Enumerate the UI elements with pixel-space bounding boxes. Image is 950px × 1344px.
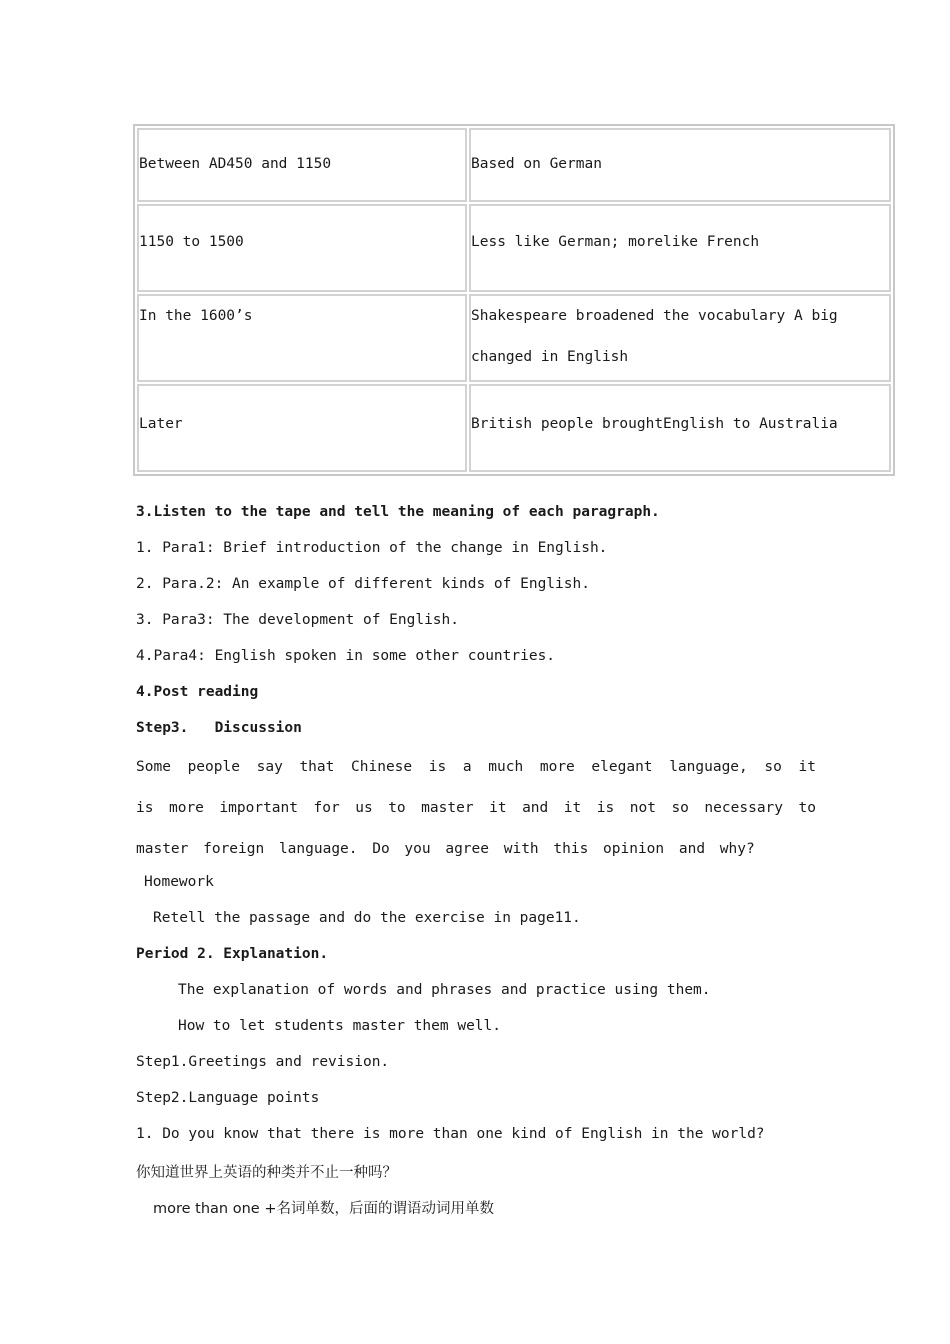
table-row (137, 128, 891, 202)
aim-text: How to let students master them well. (178, 1018, 502, 1034)
table-cell-description: Based on German (469, 128, 891, 202)
language-point-translation: 你知道世界上英语的种类并不止一种吗？ (136, 1165, 397, 1181)
period2-heading: Period 2. Explanation. (136, 946, 329, 962)
step1-text: Step1.Greetings and revision. (136, 1054, 390, 1070)
homework-text: Retell the passage and do the exercise in page11. (153, 910, 581, 926)
step3-heading: Step3. Discussion (136, 720, 302, 736)
table-cell-period: In the 1600’s (137, 294, 467, 382)
grammar-note: more than one +名词单数，后面的谓语动词用单数 (153, 1201, 494, 1217)
table-cell-period: 1150 to 1500 (137, 204, 467, 292)
table-row (137, 204, 891, 292)
language-point: 1. Do you know that there is more than one kind of English in the world? (136, 1126, 765, 1142)
list-item: 2. Para.2: An example of different kinds of English. (136, 576, 590, 592)
history-table (133, 124, 895, 476)
list-item: 4.Para4: English spoken in some other countries. (136, 648, 556, 664)
list-item: 1. Para1: Brief introduction of the change in English. (136, 540, 608, 556)
table-row (137, 384, 891, 472)
step2-text: Step2.Language points (136, 1090, 320, 1106)
table-cell-period: Between AD450 and 1150 (137, 128, 467, 202)
discussion-paragraph: Some people say that Chinese is a much more elegant language, so it is more important for us to master it and it is not so necessary to master foreign language. Do you agree with this opinion and why? (136, 759, 816, 857)
table-row (137, 294, 891, 382)
table-cell-period: Later (137, 384, 467, 472)
section3-heading: 3.Listen to the tape and tell the meaning of each paragraph. (136, 504, 660, 520)
homework-label: Homework (144, 874, 214, 890)
table-cell-description: Less like German; morelike French (469, 204, 891, 292)
table-cell-description: Shakespeare broadened the vocabulary A big changed in English (469, 294, 891, 382)
table-cell-description: British people broughtEnglish to Australia (469, 384, 891, 472)
section4-heading: 4.Post reading (136, 684, 259, 700)
aim-text: The explanation of words and phrases and practice using them. (178, 982, 711, 998)
list-item: 3. Para3: The development of English. (136, 612, 460, 628)
